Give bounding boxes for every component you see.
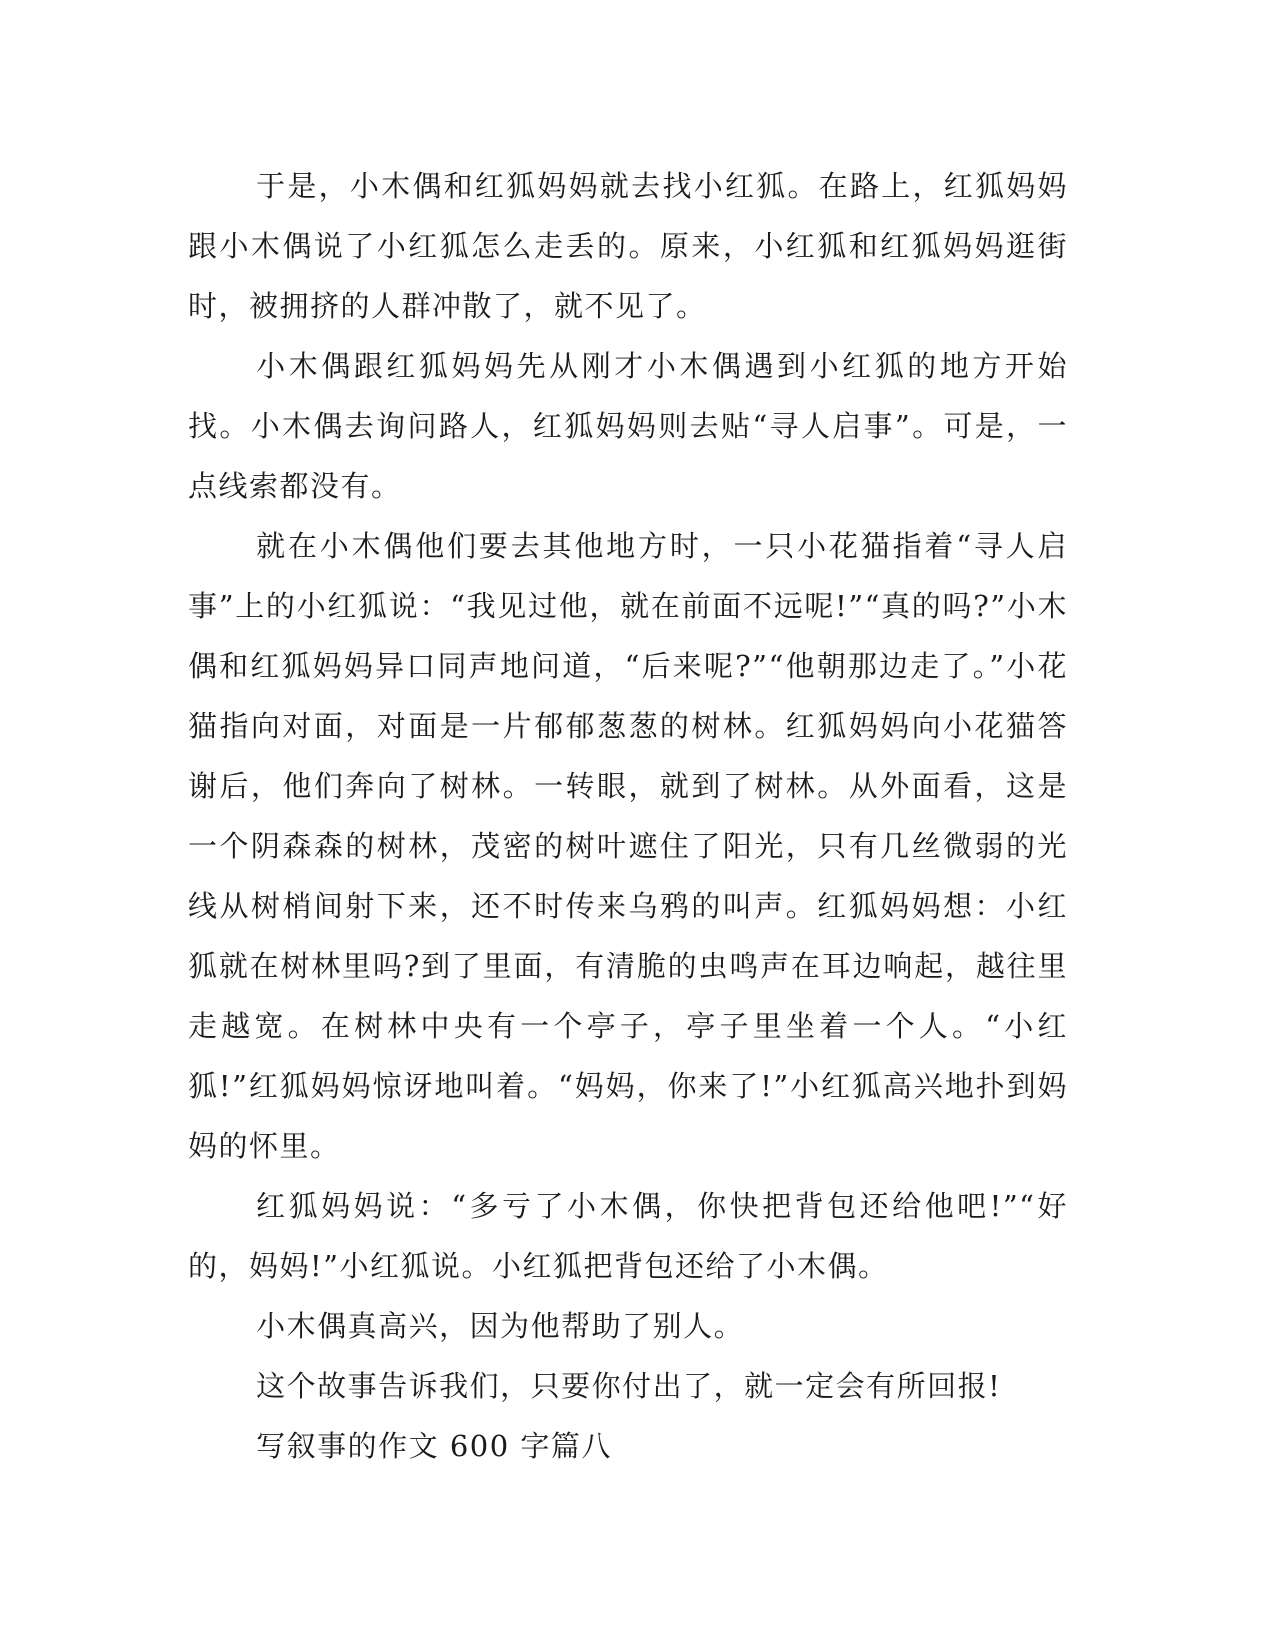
paragraph-backpack-returned: 红狐妈妈说：“多亏了小木偶，你快把背包还给他吧!”“好的，妈妈!”小红狐说。小红狐把背包还给了小木偶。 [188,1189,1068,1283]
section-heading-essay-eight: 写叙事的作文 600 字篇八 [256,1429,612,1463]
paragraph-moral: 这个故事告诉我们，只要你付出了，就一定会有所回报! [256,1369,1002,1403]
document-body [188,156,1068,1476]
paragraph-forest-reunion: 就在小木偶他们要去其他地方时，一只小花猫指着“寻人启事”上的小红狐说：“我见过他，就在前面不远呢!”“真的吗?”小木偶和红狐妈妈异口同声地问道，“后来呢?”“他朝那边走了。”小花猫指向对面，对面是一片郁郁葱葱的树林。红狐妈妈向小花猫答谢后，他们奔向了树林。一转眼，就到了树林。从外面看，这是一个阴森森的树林，茂密的树叶遮住了阳光，只有几丝微弱的光线从树梢间射下来，还不时传来乌鸦的叫声。红狐妈妈想：小红狐就在树林里吗?到了里面，有清脆的虫鸣声在耳边响起，越往里走越宽。在树林中央有一个亭子，亭子里坐着一个人。“小红狐!”红狐妈妈惊讶地叫着。“妈妈，你来了!”小红狐高兴地扑到妈妈的怀里。 [188,529,1068,1163]
paragraph-puppet-happy: 小木偶真高兴，因为他帮助了别人。 [256,1309,745,1343]
paragraph-search-begins: 于是，小木偶和红狐妈妈就去找小红狐。在路上，红狐妈妈跟小木偶说了小红狐怎么走丢的。原来，小红狐和红狐妈妈逛街时，被拥挤的人群冲散了，就不见了。 [188,169,1068,323]
paragraph-asking-passersby: 小木偶跟红狐妈妈先从刚才小木偶遇到小红狐的地方开始找。小木偶去询问路人，红狐妈妈则去贴“寻人启事”。可是，一点线索都没有。 [188,349,1068,503]
